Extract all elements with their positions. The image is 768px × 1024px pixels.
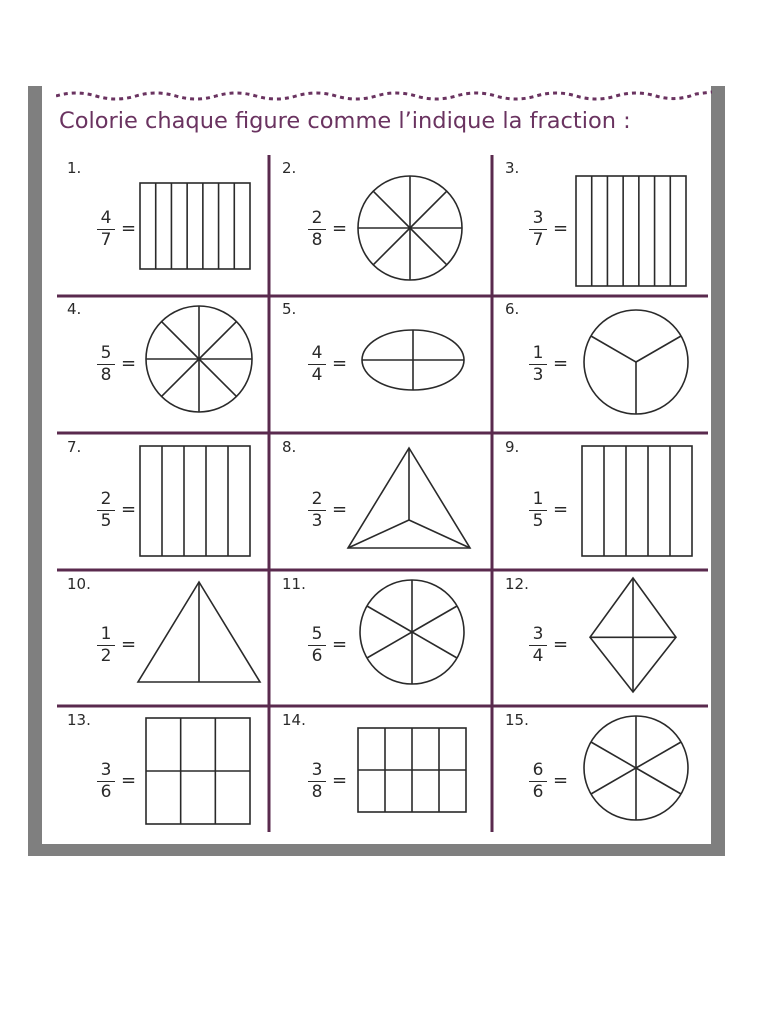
- fraction-denominator: 6: [532, 782, 544, 802]
- worksheet-title: Colorie chaque figure comme l’indique la fraction :: [59, 108, 631, 134]
- exercise-number: 15.: [505, 711, 529, 729]
- fraction-numerator: 5: [100, 343, 112, 363]
- exercise-number: 4.: [67, 300, 82, 318]
- fraction: [306, 625, 328, 666]
- exercise-number: 5.: [282, 300, 297, 318]
- exercise-number: 12.: [505, 575, 529, 593]
- exercise-number: 7.: [67, 438, 82, 456]
- fraction-numerator: 2: [311, 489, 323, 509]
- exercise-number: 13.: [67, 711, 91, 729]
- circle-6-sectors-figure[interactable]: [584, 716, 688, 820]
- circle-8-sectors-figure[interactable]: [358, 176, 462, 280]
- triangle-3-parts-figure[interactable]: [348, 448, 470, 548]
- rectangle-5-vertical-strips-figure[interactable]: [140, 446, 250, 556]
- fraction-denominator: 7: [532, 230, 544, 250]
- fraction: [527, 344, 549, 385]
- fraction-numerator: 1: [532, 343, 544, 363]
- fraction-denominator: 6: [311, 646, 323, 666]
- fraction: [95, 625, 117, 666]
- equals-sign: =: [553, 770, 569, 791]
- equals-sign: =: [121, 770, 137, 791]
- fraction-numerator: 1: [100, 624, 112, 644]
- equals-sign: =: [121, 218, 137, 239]
- circle-8-sectors-figure[interactable]: [146, 306, 252, 412]
- fraction-numerator: 5: [311, 624, 323, 644]
- fraction: [306, 344, 328, 385]
- fraction-numerator: 2: [311, 208, 323, 228]
- fraction-numerator: 3: [100, 760, 112, 780]
- fraction: [306, 209, 328, 250]
- exercise-number: 1.: [67, 159, 82, 177]
- rectangle-7-vertical-strips-figure[interactable]: [140, 183, 250, 269]
- exercise-number: 8.: [282, 438, 297, 456]
- equals-sign: =: [332, 634, 348, 655]
- exercise-number: 3.: [505, 159, 520, 177]
- equals-sign: =: [121, 499, 137, 520]
- fraction: [95, 344, 117, 385]
- equals-sign: =: [332, 218, 348, 239]
- exercise-number: 9.: [505, 438, 520, 456]
- equals-sign: =: [332, 499, 348, 520]
- fraction: [95, 209, 117, 250]
- exercise-number: 11.: [282, 575, 306, 593]
- fraction-numerator: 3: [311, 760, 323, 780]
- exercise-number: 10.: [67, 575, 91, 593]
- fraction: [527, 625, 549, 666]
- fraction-denominator: 4: [532, 646, 544, 666]
- fraction: [306, 490, 328, 531]
- ellipse-4-quarters-figure[interactable]: [362, 330, 464, 390]
- fraction-denominator: 8: [311, 782, 323, 802]
- fraction-denominator: 8: [311, 230, 323, 250]
- circle-3-sectors-figure[interactable]: [584, 310, 688, 414]
- equals-sign: =: [332, 353, 348, 374]
- exercise-number: 6.: [505, 300, 520, 318]
- equals-sign: =: [121, 353, 137, 374]
- rectangle-7-vertical-strips-figure[interactable]: [576, 176, 686, 286]
- fraction-numerator: 4: [311, 343, 323, 363]
- fraction-numerator: 3: [532, 208, 544, 228]
- fraction-denominator: 3: [311, 511, 323, 531]
- triangle-2-halves-figure[interactable]: [138, 582, 260, 682]
- exercise-number: 2.: [282, 159, 297, 177]
- fraction-denominator: 8: [100, 365, 112, 385]
- fraction-denominator: 5: [100, 511, 112, 531]
- fraction: [527, 209, 549, 250]
- fraction-numerator: 6: [532, 760, 544, 780]
- fraction-denominator: 3: [532, 365, 544, 385]
- fraction: [527, 490, 549, 531]
- rectangle-5-vertical-strips-figure[interactable]: [582, 446, 692, 556]
- fraction-denominator: 5: [532, 511, 544, 531]
- equals-sign: =: [553, 353, 569, 374]
- fraction-numerator: 4: [100, 208, 112, 228]
- equals-sign: =: [121, 634, 137, 655]
- fraction-denominator: 4: [311, 365, 323, 385]
- fraction: [527, 761, 549, 802]
- fraction-denominator: 6: [100, 782, 112, 802]
- equals-sign: =: [553, 499, 569, 520]
- equals-sign: =: [332, 770, 348, 791]
- rhombus-4-parts-figure[interactable]: [590, 578, 676, 692]
- equals-sign: =: [553, 634, 569, 655]
- exercise-number: 14.: [282, 711, 306, 729]
- rectangle-4x2-grid-figure[interactable]: [358, 728, 466, 812]
- fraction-denominator: 7: [100, 230, 112, 250]
- fraction-numerator: 2: [100, 489, 112, 509]
- fraction-denominator: 2: [100, 646, 112, 666]
- rectangle-3x2-grid-figure[interactable]: [146, 718, 250, 824]
- fraction: [306, 761, 328, 802]
- fraction-numerator: 1: [532, 489, 544, 509]
- fraction-numerator: 3: [532, 624, 544, 644]
- circle-6-sectors-figure[interactable]: [360, 580, 464, 684]
- fraction: [95, 761, 117, 802]
- fraction: [95, 490, 117, 531]
- equals-sign: =: [553, 218, 569, 239]
